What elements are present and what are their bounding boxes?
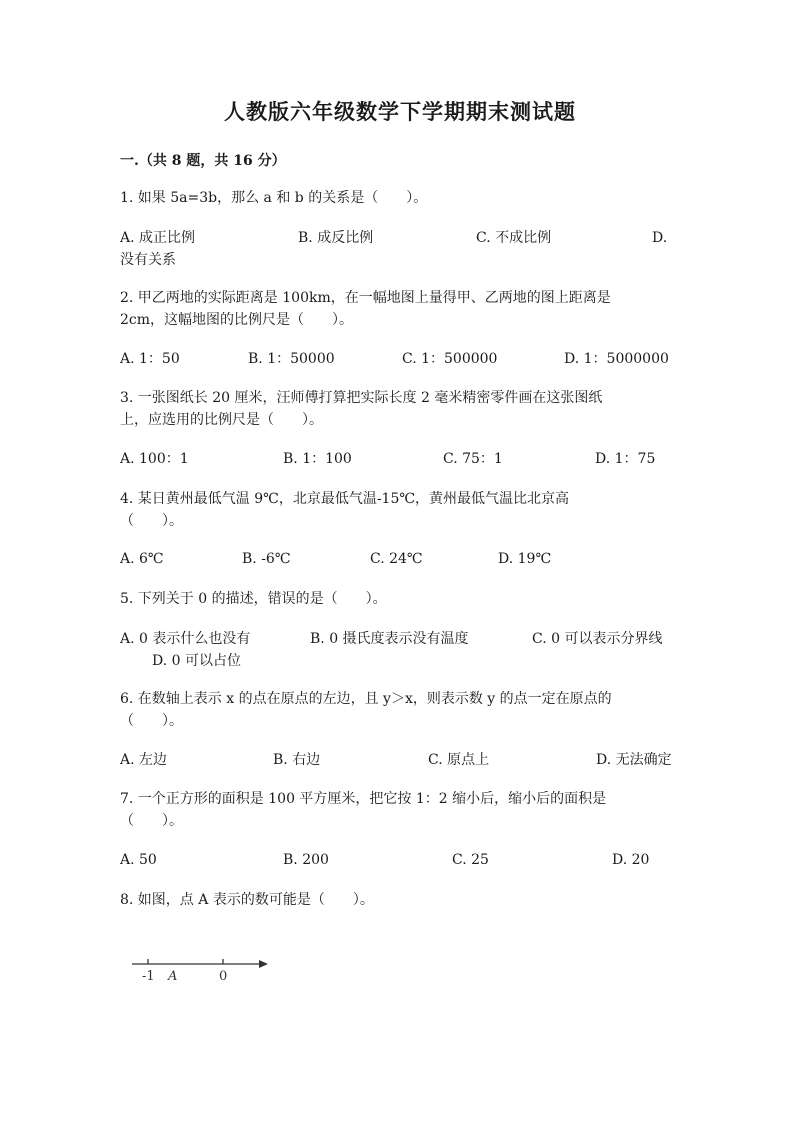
question-3-option-c: C. 75：1: [443, 451, 503, 467]
question-7-option-c: C. 25: [452, 852, 489, 868]
question-3-stem-line-2: 上，应选用的比例尺是（ ）。: [120, 412, 323, 428]
question-6-stem: [120, 688, 680, 732]
question-7-option-b: B. 200: [283, 852, 329, 868]
question-4-stem-line-2: （ ）。: [120, 513, 183, 529]
question-6-stem-line-2: （ ）。: [120, 713, 183, 729]
page-title: 人教版六年级数学下学期期末测试题: [224, 99, 576, 124]
question-3-option-d: D. 1：75: [595, 451, 656, 467]
label-zero: 0: [219, 969, 228, 984]
question-1-option-d: D.: [652, 230, 668, 246]
question-6-option-c: C. 原点上: [428, 752, 490, 768]
question-5-option-d: D. 0 可以占位: [152, 653, 241, 669]
question-8-stem: 8. 如图，点 A 表示的数可能是（ ）。: [120, 892, 374, 908]
question-2-option-a: A. 1：50: [120, 351, 180, 367]
question-4-option-d: D. 19℃: [498, 551, 552, 567]
label-minus-one: -1: [142, 969, 155, 984]
question-4-option-b: B. -6℃: [242, 551, 291, 567]
question-5-option-c: C. 0 可以表示分界线: [532, 631, 663, 647]
question-5-option-a: A. 0 表示什么也没有: [120, 631, 251, 647]
question-2-stem-line-2: 2cm，这幅地图的比例尺是（ ）。: [120, 312, 354, 328]
question-3-stem-line-1: 3. 一张图纸长 20 厘米，汪师傅打算把实际长度 2 毫米精密零件画在这张图纸: [120, 390, 603, 406]
question-7-option-d: D. 20: [612, 852, 650, 868]
question-5-option-b: B. 0 摄氏度表示没有温度: [310, 631, 469, 647]
question-4-stem-line-1: 4. 某日黄州最低气温 9℃，北京最低气温-15℃，黄州最低气温比北京高: [120, 491, 570, 507]
question-3-stem: [120, 387, 680, 431]
question-5-stem: 5. 下列关于 0 的描述，错误的是（ ）。: [120, 591, 387, 607]
question-1-option-a: A. 成正比例: [120, 230, 196, 246]
question-2-option-d: D. 1：5000000: [564, 351, 669, 367]
question-2-stem-line-1: 2. 甲乙两地的实际距离是 100km，在一幅地图上量得甲、乙两地的图上距离是: [120, 290, 611, 306]
question-6-stem-line-1: 6. 在数轴上表示 x 的点在原点的左边，且 y＞x，则表示数 y 的点一定在原点的: [120, 691, 612, 707]
question-6-option-b: B. 右边: [273, 752, 321, 768]
question-6-option-a: A. 左边: [120, 752, 168, 768]
question-2-option-b: B. 1：50000: [248, 351, 335, 367]
question-4-option-c: C. 24℃: [370, 551, 423, 567]
question-1-option-c: C. 不成比例: [476, 230, 552, 246]
section-heading: 一.（共 8 题，共 16 分）: [120, 153, 286, 169]
question-7-stem-line-1: 7. 一个正方形的面积是 100 平方厘米，把它按 1：2 缩小后，缩小后的面积是: [120, 791, 607, 807]
number-line-figure: [130, 954, 270, 986]
question-6-option-d: D. 无法确定: [596, 752, 672, 768]
question-7-stem: [120, 788, 680, 832]
question-1-option-d-text: 没有关系: [120, 252, 176, 268]
question-2-stem: [120, 287, 680, 331]
number-line-arrow-icon: [259, 960, 268, 968]
question-1-option-b: B. 成反比例: [298, 230, 374, 246]
question-7-stem-line-2: （ ）。: [120, 813, 183, 829]
question-4-option-a: A. 6℃: [120, 551, 164, 567]
question-3-option-b: B. 1：100: [283, 451, 352, 467]
question-4-stem: [120, 488, 680, 532]
question-2-option-c: C. 1：500000: [402, 351, 498, 367]
question-1-stem: 1. 如果 5a=3b，那么 a 和 b 的关系是（ ）。: [120, 190, 428, 206]
label-point-a: A: [168, 969, 178, 984]
question-7-option-a: A. 50: [120, 852, 157, 868]
question-3-option-a: A. 100：1: [120, 451, 189, 467]
